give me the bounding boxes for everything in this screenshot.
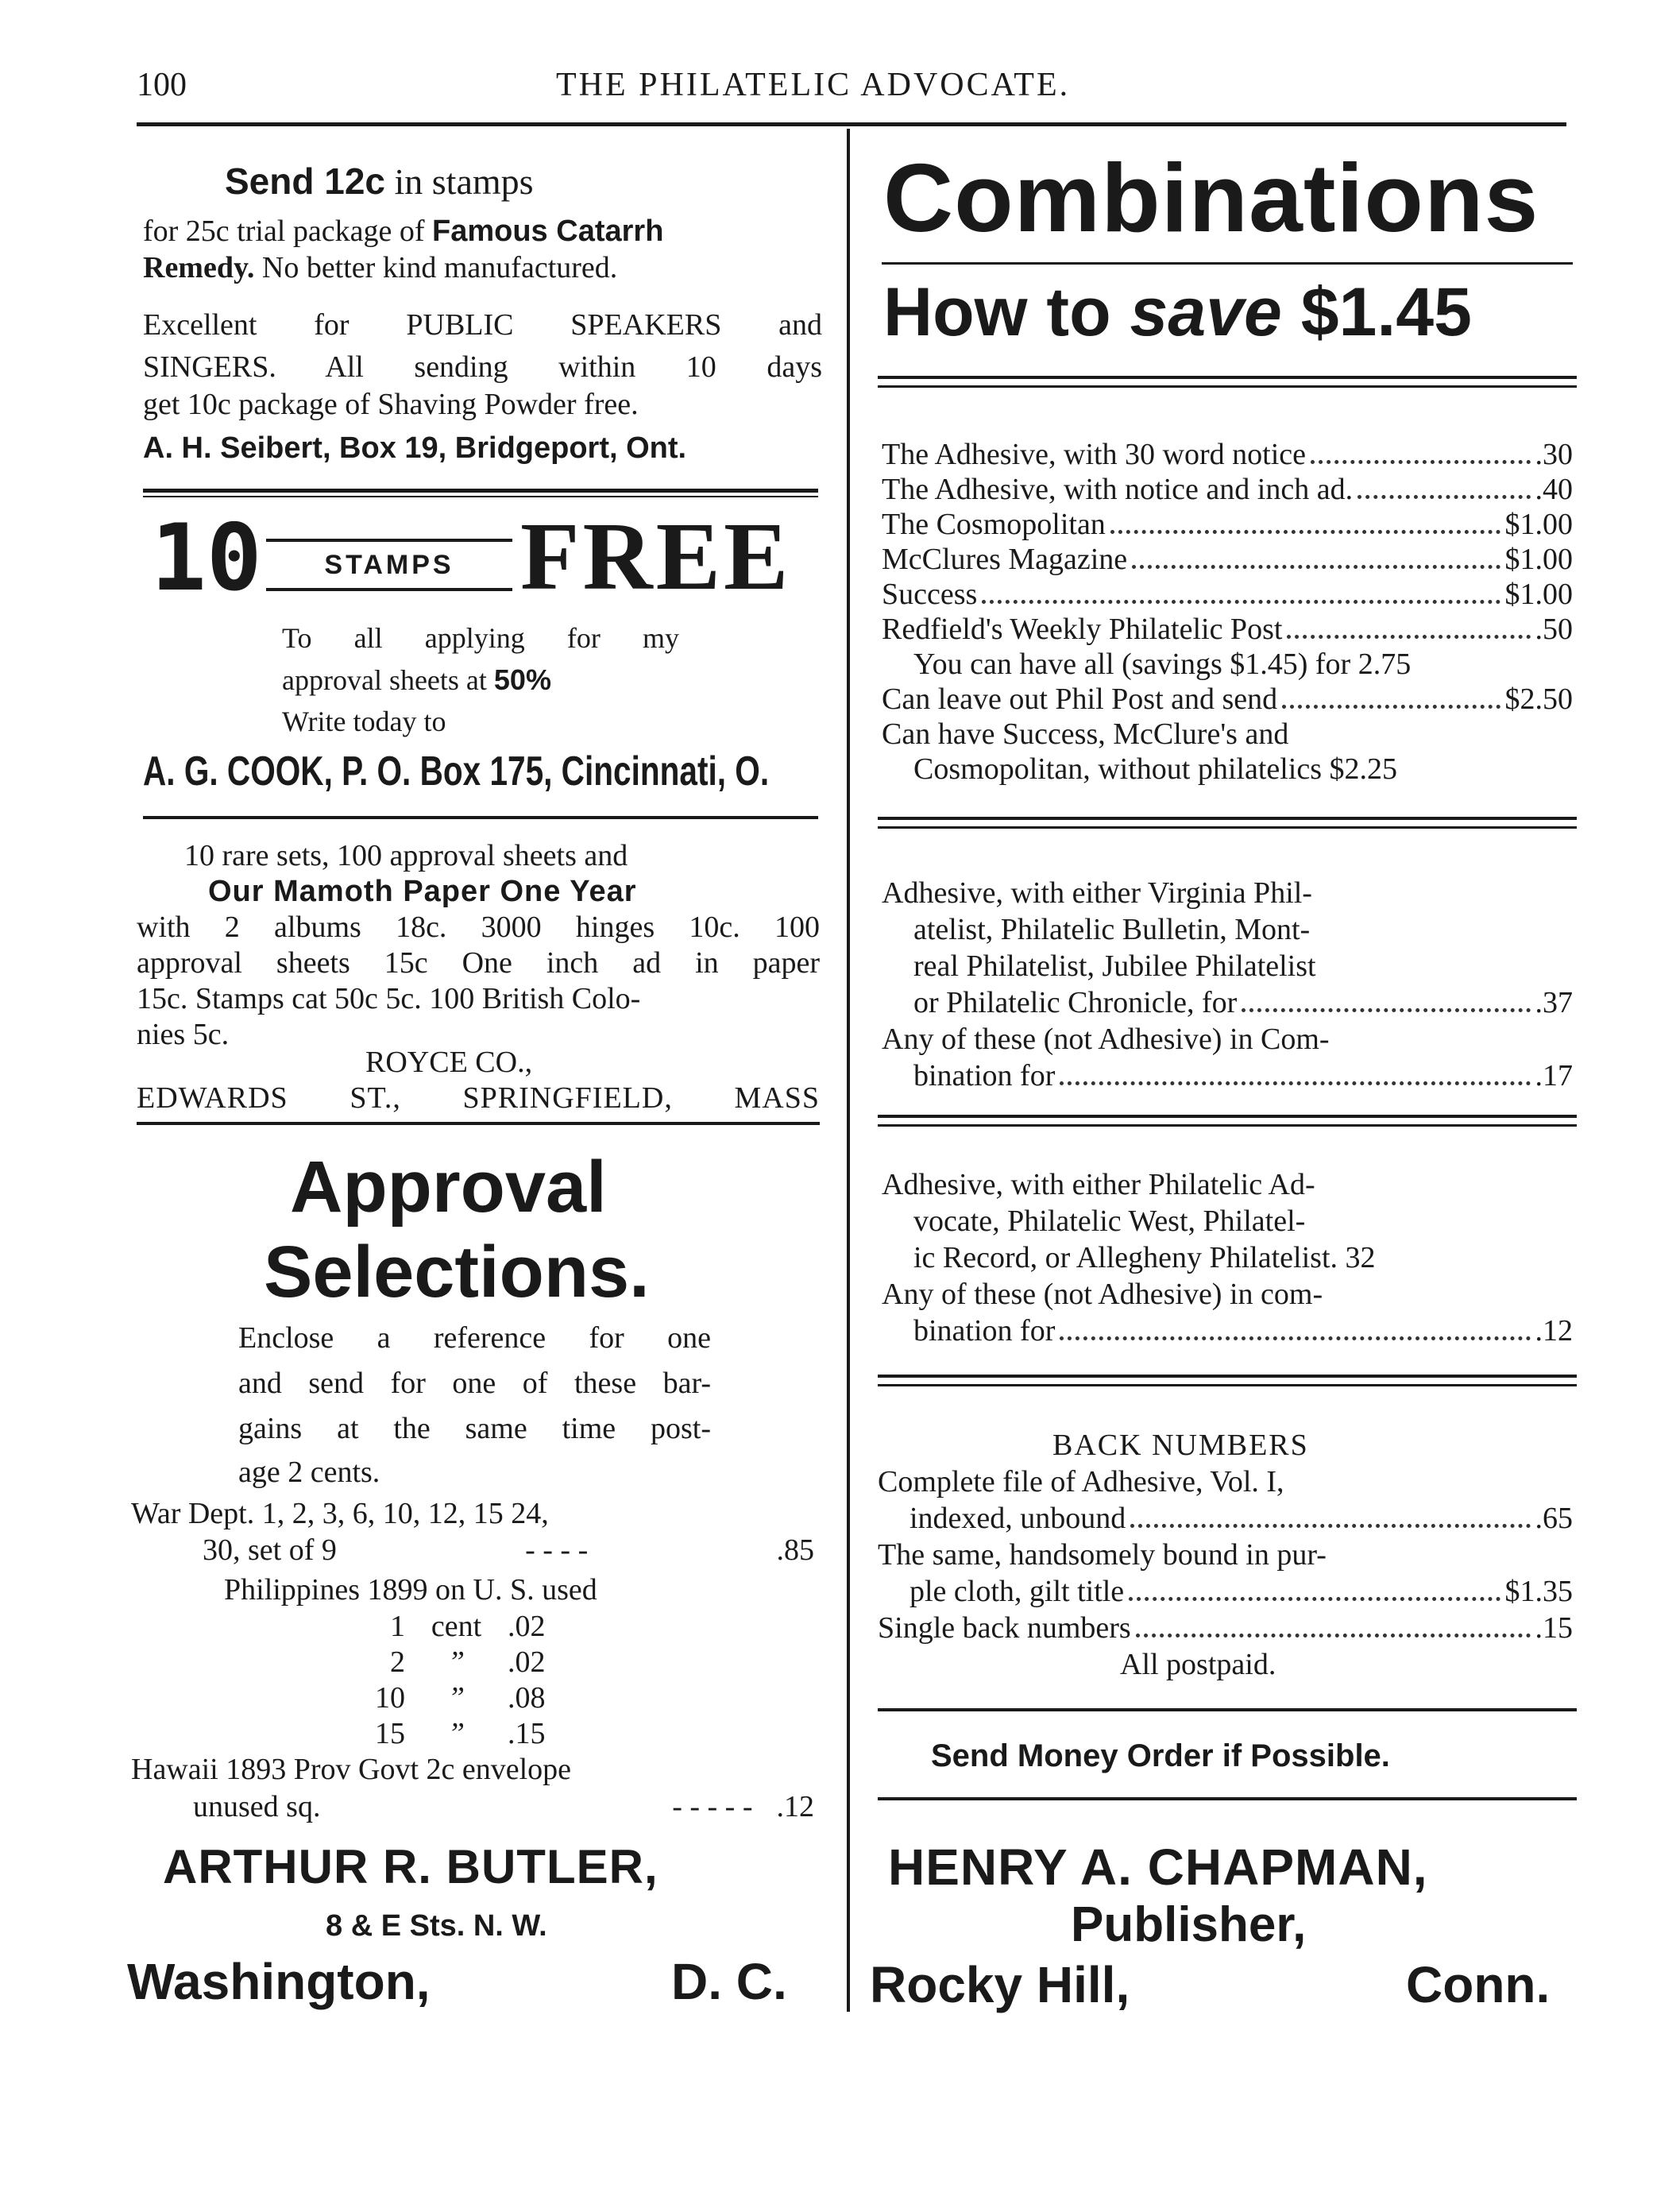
butler-p4: age 2 cents. — [238, 1456, 380, 1489]
advocate-l5 — [913, 1316, 1573, 1348]
left-rule-3 — [137, 1122, 820, 1125]
right-rule-4b — [878, 1384, 1577, 1386]
seibert-signature: A. H. Seibert, Box 19, Bridgeport, Ont. — [143, 431, 687, 465]
price-row — [882, 614, 1573, 647]
price-value: .40 — [1535, 473, 1573, 506]
price-row — [882, 544, 1573, 577]
list-line-success: Can have Success, McClure's and — [882, 717, 1289, 751]
seibert-line4: Excellent for PUBLIC SPEAKERS and — [143, 308, 822, 342]
cook-address: A. G. COOK, P. O. Box 175, Cincinnati, O. — [143, 748, 770, 795]
right-rule-1b — [878, 385, 1577, 388]
leader-dots — [1130, 1524, 1530, 1528]
virginia-l3: real Philatelist, Jubilee Philatelist — [913, 949, 1316, 983]
seibert-headline: Send 12c — [225, 160, 385, 202]
price-label: McClures Magazine — [882, 543, 1128, 576]
butler-street: 8 & E Sts. N. W. — [326, 1909, 547, 1943]
virginia-l5: Any of these (not Adhesive) in Com- — [882, 1023, 1330, 1056]
seibert-product: Famous Catarrh — [432, 215, 664, 248]
combinations-title: Combinations — [883, 144, 1539, 252]
royce-line5: 15c. Stamps cat 50c 5c. 100 British Colo- — [137, 982, 641, 1015]
price-label: or Philatelic Chronicle, for — [913, 986, 1238, 1019]
royce-line4: approval sheets 15c One inch ad in paper — [137, 946, 820, 980]
virginia-l1: Adhesive, with either Virginia Phil- — [882, 876, 1312, 910]
leader-dots — [1110, 530, 1500, 534]
price-value: .12 — [1535, 1314, 1573, 1348]
seibert-line3-rest: No better kind manufactured. — [261, 251, 618, 284]
right-rule-5 — [878, 1708, 1577, 1711]
cook-line2 — [282, 663, 551, 696]
butler-city: Washington, — [127, 1953, 431, 2010]
price-label: Single back numbers — [878, 1611, 1131, 1645]
price-label: Success — [882, 578, 978, 611]
combinations-subtitle — [883, 274, 1472, 350]
list-line-savings: You can have all (savings $1.45) for 2.75 — [913, 648, 1412, 681]
back-numbers-l4 — [910, 1576, 1573, 1609]
phil-price: .02 — [508, 1645, 546, 1679]
price-value: .65 — [1535, 1502, 1573, 1535]
seibert-line5: SINGERS. All sending within 10 days — [143, 350, 822, 384]
butler-title-2: Selections. — [264, 1232, 650, 1313]
left-rule-1 — [143, 489, 818, 493]
price-value: $1.00 — [1504, 578, 1573, 611]
seibert-line3 — [143, 253, 617, 283]
chapman-role: Publisher, — [1071, 1897, 1307, 1952]
right-rule-3 — [878, 1115, 1577, 1118]
page-number: 100 — [137, 67, 187, 103]
phil-row — [365, 1719, 546, 1749]
butler-philippines: Philippines 1899 on U. S. used — [224, 1573, 597, 1607]
cook-banner — [266, 539, 512, 591]
butler-p1: Enclose a reference for one — [238, 1321, 711, 1355]
butler-war-dashes: - - - - — [525, 1533, 589, 1567]
leader-dots — [1358, 495, 1530, 499]
price-label: The Adhesive, with 30 word notice — [882, 438, 1307, 471]
leader-dots — [1311, 460, 1530, 464]
price-row — [882, 439, 1573, 472]
cook-big-word: FREE — [520, 503, 792, 610]
advocate-l2: vocate, Philatelic West, Philatel- — [913, 1204, 1306, 1238]
butler-war-price: .85 — [776, 1533, 814, 1567]
butler-hawaii-line2 — [193, 1792, 814, 1822]
phil-unit: ” — [447, 1681, 465, 1715]
phil-qty: 1 — [390, 1610, 405, 1643]
phil-row — [365, 1683, 546, 1713]
price-label: indexed, unbound — [910, 1502, 1126, 1535]
price-row — [882, 474, 1573, 507]
butler-p2: and send for one of these bar- — [238, 1367, 711, 1400]
cook-line2-pre: approval sheets at — [282, 664, 487, 696]
back-numbers-l1: Complete file of Adhesive, Vol. I, — [878, 1465, 1284, 1498]
back-numbers-l5 — [878, 1613, 1573, 1645]
advocate-l1: Adhesive, with either Philatelic Ad- — [882, 1168, 1315, 1201]
seibert-line1 — [225, 160, 534, 202]
royce-line3: with 2 albums 18c. 3000 hinges 10c. 100 — [137, 911, 820, 944]
phil-qty: 2 — [390, 1645, 405, 1679]
price-row — [882, 509, 1573, 542]
butler-hawaii-label: unused sq. — [193, 1790, 321, 1823]
seibert-line6: get 10c package of Shaving Powder free. — [143, 388, 639, 421]
leader-dots — [982, 600, 1500, 604]
phil-qty: 15 — [375, 1717, 405, 1750]
price-value: $1.00 — [1504, 543, 1573, 576]
butler-state: D. C. — [671, 1953, 787, 2010]
price-row — [882, 579, 1573, 612]
price-value: .17 — [1535, 1059, 1573, 1092]
leader-dots — [1060, 1336, 1530, 1340]
right-rule-4 — [878, 1375, 1577, 1378]
price-label: Redfield's Weekly Philatelic Post — [882, 613, 1283, 646]
price-label: bination for — [913, 1314, 1056, 1348]
advocate-l4: Any of these (not Adhesive) in com- — [882, 1278, 1323, 1311]
price-label: ple cloth, gilt title — [910, 1575, 1125, 1608]
list-line-cosmopolitan: Cosmopolitan, without philatelics $2.25 — [913, 752, 1398, 786]
royce-address: EDWARDS ST., SPRINGFIELD, MASS — [137, 1081, 820, 1115]
right-rule-3b — [878, 1124, 1577, 1127]
leader-dots — [1287, 635, 1530, 639]
subtitle-amount: $1.45 — [1281, 274, 1472, 350]
price-label: The Adhesive, with notice and inch ad. — [882, 473, 1354, 506]
leader-dots — [1132, 565, 1500, 569]
phil-row — [365, 1611, 546, 1641]
butler-name: ARTHUR R. BUTLER, — [163, 1840, 658, 1893]
royce-line2: Our Mamoth Paper One Year — [208, 875, 637, 908]
phil-qty: 10 — [375, 1681, 405, 1715]
money-order-note: Send Money Order if Possible. — [931, 1738, 1390, 1773]
butler-hawaii-line1: Hawaii 1893 Prov Govt 2c envelope — [131, 1753, 572, 1786]
price-value: .37 — [1535, 986, 1573, 1019]
title-underline — [882, 262, 1573, 265]
phil-price: .15 — [508, 1717, 546, 1750]
seibert-remedy: Remedy. — [143, 251, 255, 284]
advocate-l3: ic Record, or Allegheny Philatelist. 32 — [913, 1241, 1376, 1274]
back-numbers-l3: The same, handsomely bound in pur- — [878, 1538, 1327, 1572]
butler-p3: gains at the same time post- — [238, 1412, 711, 1445]
leader-dots — [1129, 1597, 1500, 1601]
column-divider — [847, 129, 850, 2012]
right-rule-2b — [878, 826, 1577, 829]
royce-name: ROYCE CO., — [365, 1046, 533, 1079]
phil-unit: ” — [447, 1645, 465, 1679]
butler-hawaii-price: .12 — [776, 1790, 814, 1823]
price-label: bination for — [913, 1059, 1056, 1092]
phil-row — [365, 1647, 546, 1677]
leader-dots — [1242, 1008, 1530, 1012]
price-value: $1.35 — [1504, 1575, 1573, 1608]
list-line-leave-out — [882, 684, 1573, 717]
left-rule-1b — [143, 496, 818, 497]
back-numbers-l2 — [910, 1503, 1573, 1536]
subtitle-save: save — [1130, 274, 1282, 350]
price-value: .50 — [1535, 613, 1573, 646]
cook-line3: Write today to — [282, 706, 446, 737]
virginia-l2: atelist, Philatelic Bulletin, Mont- — [913, 913, 1311, 946]
price-value: .15 — [1535, 1611, 1573, 1645]
chapman-state: Conn. — [1406, 1956, 1551, 2013]
phil-price: .02 — [508, 1610, 546, 1643]
back-numbers-l6: All postpaid. — [1120, 1648, 1276, 1681]
leader-dots — [1060, 1081, 1530, 1085]
right-rule-1 — [878, 376, 1577, 379]
virginia-l6 — [913, 1061, 1573, 1093]
seibert-line2 — [143, 216, 663, 246]
phil-price: .08 — [508, 1681, 546, 1715]
price-value: .30 — [1535, 438, 1573, 471]
cook-line1: To all applying for my — [282, 622, 679, 654]
chapman-city: Rocky Hill, — [870, 1956, 1130, 2013]
leader-dots — [1282, 705, 1500, 709]
seibert-line2-pre: for 25c trial package of — [143, 215, 425, 248]
phil-unit: ” — [447, 1717, 465, 1750]
virginia-l4 — [913, 988, 1573, 1020]
butler-war-line2 — [203, 1535, 814, 1565]
seibert-line1-rest: in stamps — [394, 161, 534, 202]
right-rule-2 — [878, 817, 1577, 820]
price-label: Can leave out Phil Post and send — [882, 682, 1278, 716]
running-title: THE PHILATELIC ADVOCATE. — [556, 67, 1071, 103]
left-rule-2 — [143, 816, 818, 819]
back-numbers-heading: BACK NUMBERS — [1052, 1429, 1309, 1462]
phil-unit: cent — [431, 1610, 482, 1643]
subtitle-pre: How to — [883, 274, 1130, 350]
header-rule — [137, 122, 1566, 126]
cook-big-number: 10 — [151, 505, 262, 612]
butler-war-label: 30, set of 9 — [203, 1533, 337, 1567]
chapman-name: HENRY A. CHAPMAN, — [888, 1839, 1428, 1896]
cook-banner-word: STAMPS — [324, 549, 454, 580]
butler-title-1: Approval — [290, 1146, 607, 1228]
price-value: $1.00 — [1504, 508, 1573, 541]
leader-dots — [1136, 1634, 1531, 1638]
price-value: $2.50 — [1504, 682, 1573, 716]
price-label: The Cosmopolitan — [882, 508, 1106, 541]
butler-war-line1: War Dept. 1, 2, 3, 6, 10, 12, 15 24, — [131, 1497, 549, 1530]
cook-discount: 50% — [493, 663, 551, 696]
royce-line6: nies 5c. — [137, 1018, 230, 1051]
royce-line1: 10 rare sets, 100 approval sheets and — [184, 839, 628, 872]
right-rule-6 — [878, 1797, 1577, 1800]
butler-hawaii-dashes: - - - - - — [672, 1790, 753, 1823]
